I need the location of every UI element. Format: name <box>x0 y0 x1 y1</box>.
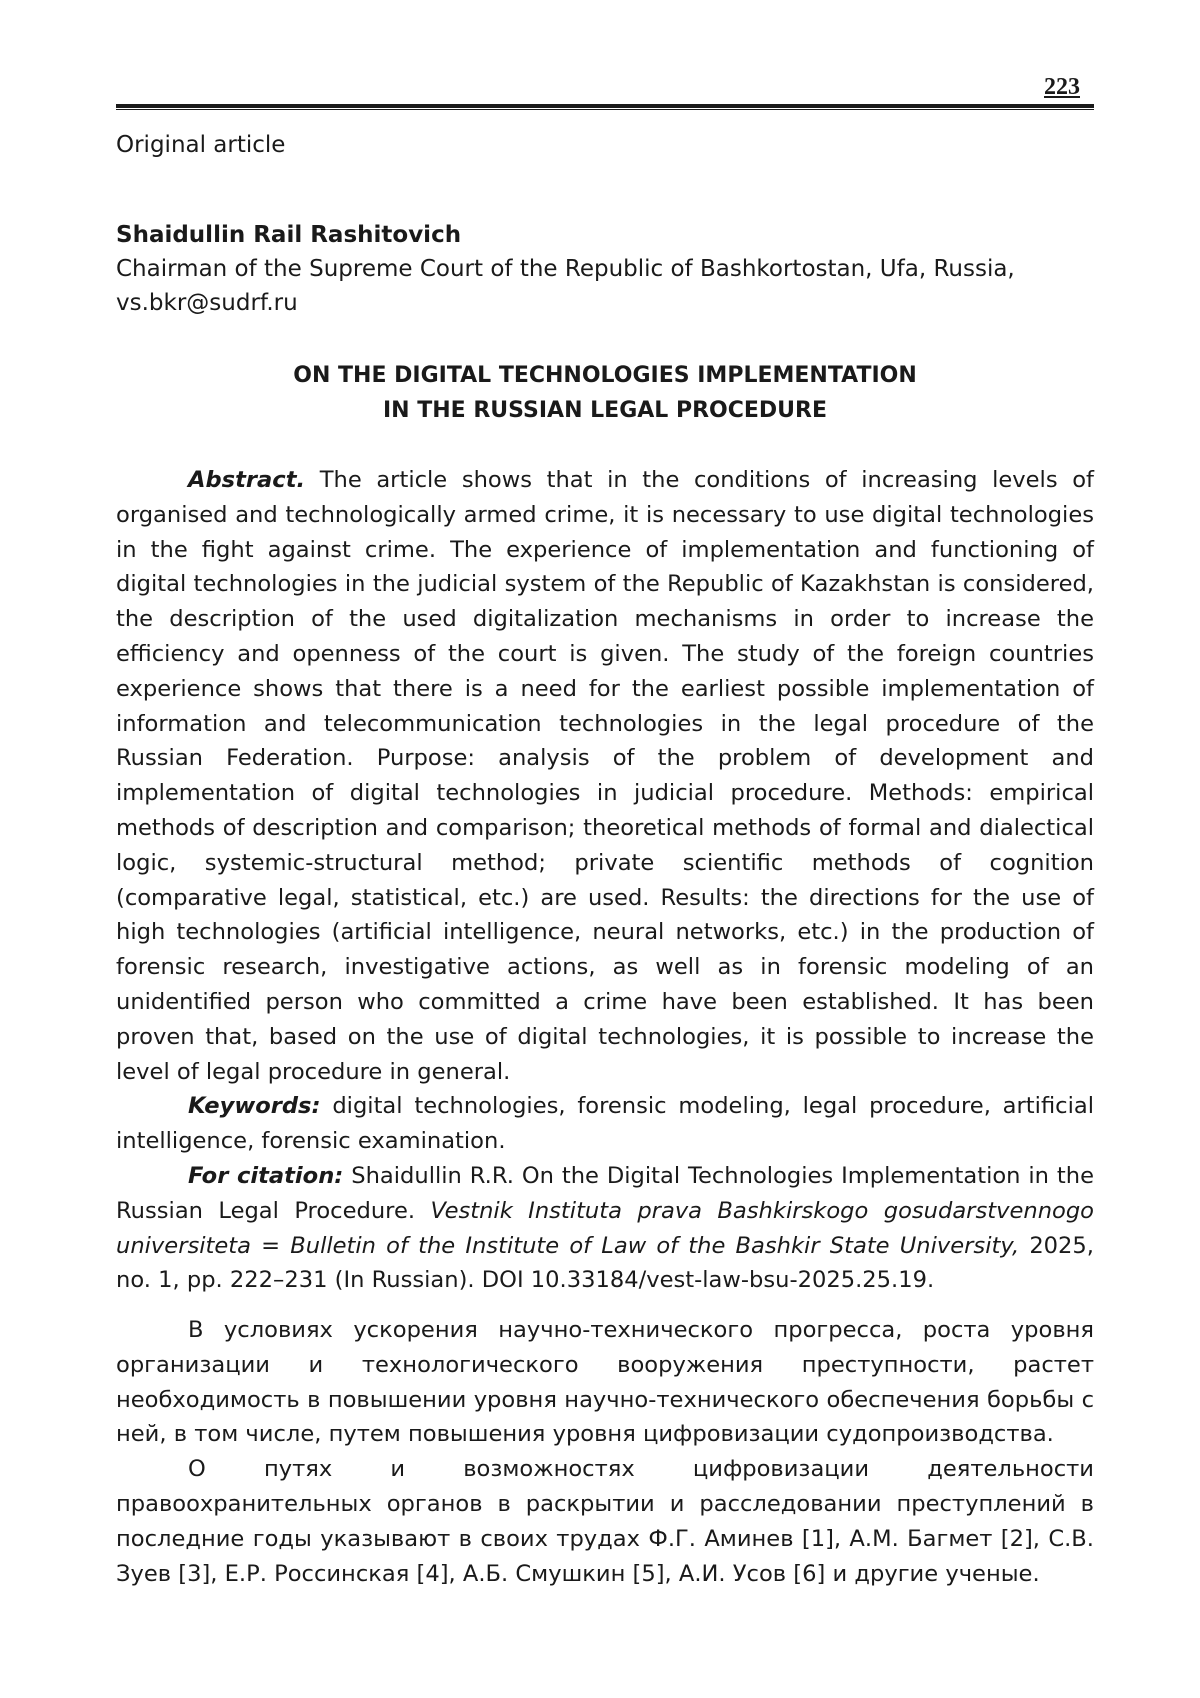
article-title <box>116 358 1094 428</box>
body-paragraph-2: О путях и возможностях цифровизации деятельности правоохранительных органов в раскрытии и расследовании преступлений в последние годы указывают в своих трудах Ф.Г. Аминев [1], А.М. Багмет [2], С.В. Зуев [3], Е.Р. Россинская [4], А.Б. Смушкин [5], А.И. Усов [6] и другие ученые. <box>116 1456 1094 1587</box>
keywords-paragraph <box>116 1089 1094 1159</box>
abstract-paragraph <box>116 463 1094 1089</box>
article-title-line-2: IN THE RUSSIAN LEGAL PROCEDURE <box>383 398 827 423</box>
main-text <box>116 1313 1094 1591</box>
author-affiliation: Chairman of the Supreme Court of the Republic of Bashkortostan, Ufa, Russia, <box>116 256 1015 282</box>
citation-paragraph <box>116 1159 1094 1298</box>
page-number: 223 <box>1044 74 1080 100</box>
citation-label: For citation: <box>188 1162 344 1189</box>
keywords-text: digital technologies, forensic modeling, legal procedure, artificial intelligence, forensic examination. <box>116 1093 1095 1155</box>
author-name: Shaidullin Rail Rashitovich <box>116 222 462 248</box>
citation-journal: Vestnik Instituta prava Bashkirskogo gosudarstvennogo universiteta = Bulletin of the Institute of Law of the Bashkir State University, <box>116 1197 1095 1259</box>
article-title-line-1: ON THE DIGITAL TECHNOLOGIES IMPLEMENTATION <box>293 363 917 388</box>
abstract-text: The article shows that in the conditions of increasing levels of organised and technologically armed crime, it is necessary to use digital technologies in the fight against crime. The experience of implementation and functioning of digital technologies in the judicial system of the Republic of Kazakhstan is considered, the description of the used digitalization mechanisms in order to increase the efficiency and openness of the court is given. The study of the foreign countries experience shows that there is a need for the earliest possible implementation of information and telecommunication technologies in the legal procedure of the Russian Federation. Purpose: analysis of the problem of development and implementation of digital technologies in judicial procedure. Methods: empirical methods of description and comparison; theoretical methods of formal and dialectical logic, systemic-structural method; private scientific methods of cognition (comparative legal, statistical, etc.) are used. Results: the directions for the use of high technologies (artificial intelligence, neural networks, etc.) in the production of forensic research, investigative actions, as well as in forensic modeling of an unidentified person who committed a crime have been established. It has been proven that, based on the use of digital technologies, it is possible to increase the level of legal procedure in general. <box>116 467 1094 1085</box>
author-block <box>116 218 1094 320</box>
article-type: Original article <box>116 132 286 158</box>
citation-text-after: 2025, no. 1, pp. 222–231 (In Russian). DOI 10.33184/vest-law-bsu-2025.25.19. <box>116 1232 1094 1294</box>
body-paragraph-1: В условиях ускорения научно-технического прогресса, роста уровня организации и технологического вооружения преступности, растет необходимость в повышении уровня научно-технического обеспечения борьбы с ней, в том числе, путем повышения уровня цифровизации судопроизводства. <box>116 1317 1094 1448</box>
abstract-section <box>116 463 1094 1298</box>
abstract-label: Abstract. <box>188 467 306 493</box>
keywords-label: Keywords: <box>188 1093 321 1120</box>
citation-text-before: Shaidullin R.R. On the Digital Technologies Implementation in the Russian Legal Procedure. <box>116 1162 1094 1224</box>
author-email: vs.bkr@sudrf.ru <box>116 290 298 316</box>
header-rule <box>116 104 1094 110</box>
